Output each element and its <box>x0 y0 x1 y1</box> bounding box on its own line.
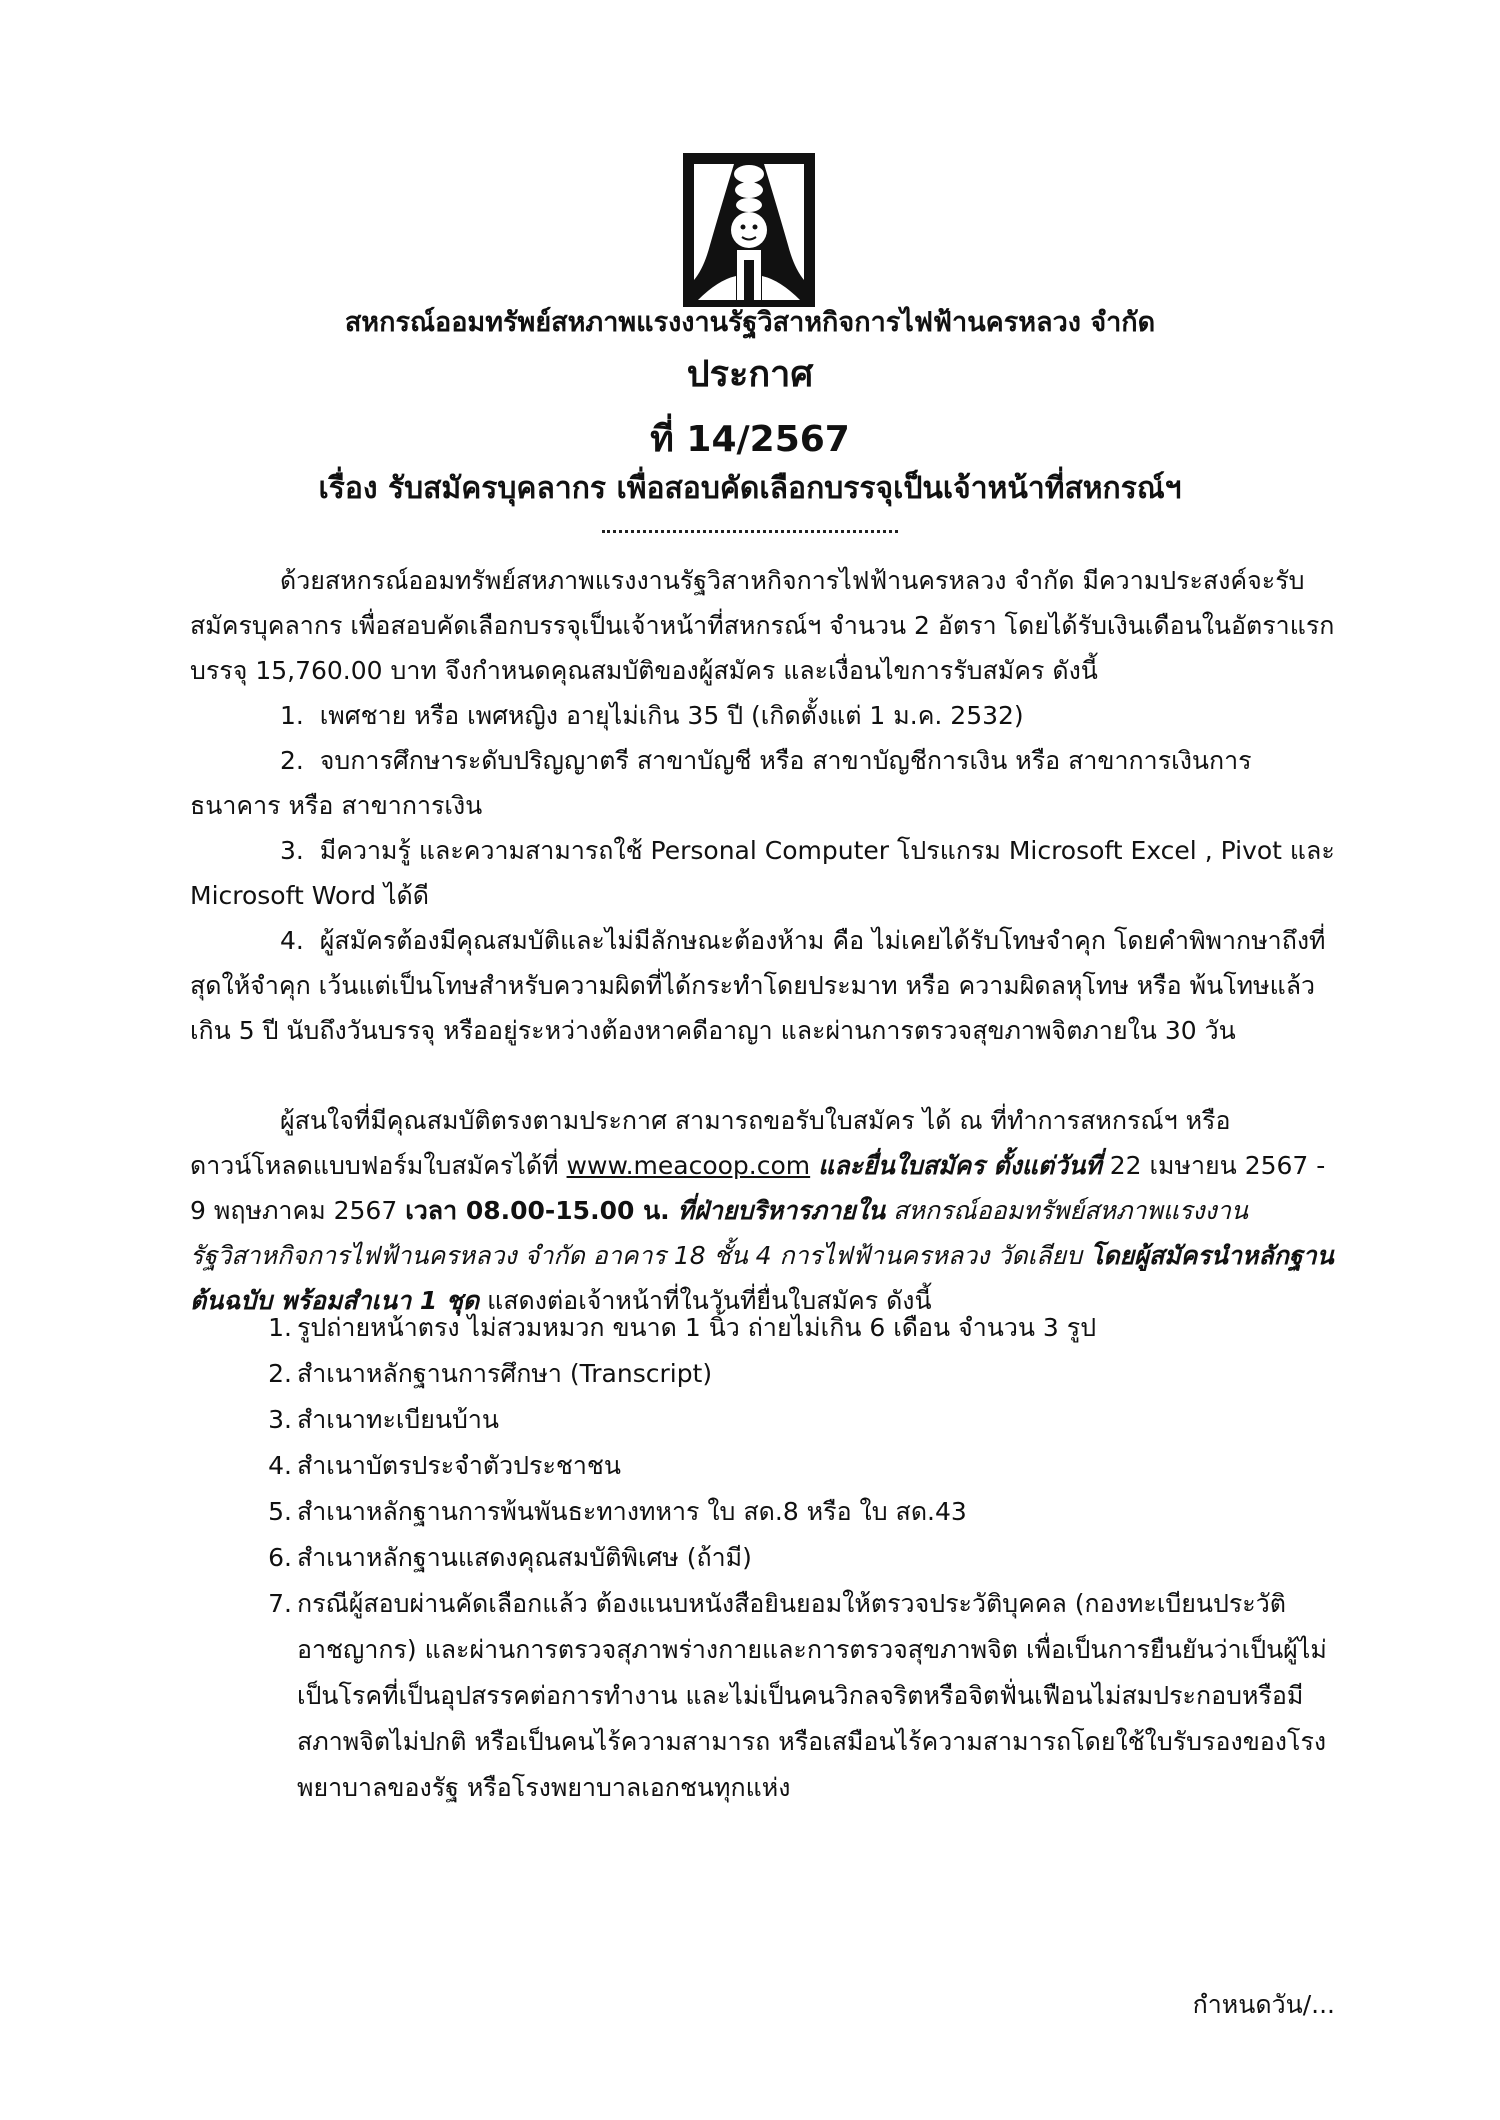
qualification-item: 3. มีความรู้ และความสามารถใช้ Personal Computer โปรแกรม Microsoft Excel , Pivot และ Microsoft Word ได้ดี <box>190 836 1335 910</box>
qualification-item: 1. เพศชาย หรือ เพศหญิง อายุไม่เกิน 35 ปี (เกิดตั้งแต่ 1 ม.ค. 2532) <box>280 701 1024 730</box>
apply-time: เวลา 08.00-15.00 น. <box>405 1196 670 1225</box>
document-item: 3. สำเนาทะเบียนบ้าน <box>268 1405 500 1434</box>
qualification-item: 2. จบการศึกษาระดับปริญญาตรี สาขาบัญชี หรือ สาขาบัญชีการเงิน หรือ สาขาการเงินการธนาคาร หรือ สาขาการเงิน <box>190 746 1252 820</box>
document-item: 1. รูปถ่ายหน้าตรง ไม่สวมหมวก ขนาด 1 นิ้ว ถ่ายไม่เกิน 6 เดือน จำนวน 3 รูป <box>268 1313 1097 1342</box>
dotted-divider <box>602 530 898 533</box>
continued-marker: กำหนดวัน/... <box>1192 1990 1335 2019</box>
apply-documents-note: โดยผู้สมัครนำหลักฐานต้นฉบับ พร้อมสำเนา 1 ชุด <box>190 1241 1334 1315</box>
intro-section <box>190 558 1335 1053</box>
announcement-label: ประกาศ <box>686 354 814 395</box>
document-item: 7. กรณีผู้สอบผ่านคัดเลือกแล้ว ต้องแนบหนังสือยินยอมให้ตรวจประวัติบุคคล (กองทะเบียนประวัติอาชญากร) และผ่านการตรวจสุภาพร่างกายและการตรวจสุขภาพจิต เพื่อเป็นการยืนยันว่าเป็นผู้ไม่เป็นโรคที่เป็นอุปสรรคต่อการทำงาน และไม่เป็นคนวิกลจริตหรือจิตฟั่นเฟือนไม่สมประกอบหรือมีสภาพจิตไม่ปกติ หรือเป็นคนไร้ความสามารถ หรือเสมือนไร้ความสามารถโดยใช้ใบรับรองของโรงพยาบาลของรัฐ หรือโรงพยาบาลเอกชนทุกแห่ง <box>268 1589 1327 1802</box>
apply-department: ที่ฝ่ายบริหารภายใน <box>677 1196 886 1225</box>
website-link[interactable]: www.meacoop.com <box>566 1151 811 1180</box>
announcement-subject: เรื่อง รับสมัครบุคลากร เพื่อสอบคัดเลือกบรรจุเป็นเจ้าหน้าที่สหกรณ์ฯ <box>318 471 1182 506</box>
cooperative-emblem-icon <box>680 150 818 310</box>
announcement-number: ที่ 14/2567 <box>650 419 850 460</box>
application-section <box>190 1098 1335 1323</box>
intro-paragraph: ด้วยสหกรณ์ออมทรัพย์สหภาพแรงงานรัฐวิสาหกิจการไฟฟ้านครหลวง จำกัด มีความประสงค์จะรับสมัครบุคลากร เพื่อสอบคัดเลือกบรรจุเป็นเจ้าหน้าที่สหกรณ์ฯ จำนวน 2 อัตรา โดยได้รับเงินเดือนในอัตราแรกบรรจุ 15,760.00 บาท จึงกำหนดคุณสมบัติของผู้สมัคร และเงื่อนไขการรับสมัคร ดังนี้ <box>190 566 1335 685</box>
document-item: 6. สำเนาหลักฐานแสดงคุณสมบัติพิเศษ (ถ้ามี) <box>268 1543 752 1572</box>
application-paragraph: ผู้สนใจที่มีคุณสมบัติตรงตามประกาศ สามารถขอรับใบสมัคร ได้ ณ ที่ทำการสหกรณ์ฯ หรือดาวน์โหลดแบบฟอร์มใบสมัครได้ที่ www.meacoop.com และยื่นใบสมัคร ตั้งแต่วันที่ 22 เมษายน 2567 - 9 พฤษภาคม 2567 เวลา 08.00-15.00 น. ที่ฝ่ายบริหารภายใน สหกรณ์ออมทรัพย์สหภาพแรงงานรัฐวิสาหกิจการไฟฟ้านครหลวง จำกัด อาคาร 18 ชั้น 4 การไฟฟ้านครหลวง วัดเลียบ โดยผู้สมัครนำหลักฐานต้นฉบับ พร้อมสำเนา 1 ชุด แสดงต่อเจ้าหน้าที่ในวันที่ยื่นใบสมัคร ดังนี้ <box>190 1106 1334 1315</box>
document-item: 5. สำเนาหลักฐานการพ้นพันธะทางทหาร ใบ สด.8 หรือ ใบ สด.43 <box>268 1497 967 1526</box>
organization-name: สหกรณ์ออมทรัพย์สหภาพแรงงานรัฐวิสาหกิจการไฟฟ้านครหลวง จำกัด <box>344 307 1156 338</box>
required-documents-list <box>190 1305 1335 1811</box>
document-item: 4. สำเนาบัตรประจำตัวประชาชน <box>268 1451 621 1480</box>
qualification-item: 4. ผู้สมัครต้องมีคุณสมบัติและไม่มีลักษณะต้องห้าม คือ ไม่เคยได้รับโทษจำคุก โดยคำพิพากษาถึงที่สุดให้จำคุก เว้นแต่เป็นโทษสำหรับความผิดที่ได้กระทำโดยประมาท หรือ ความผิดลหุโทษ หรือ พ้นโทษแล้วเกิน 5 ปี นับถึงวันบรรจุ หรืออยู่ระหว่างต้องหาคดีอาญา และผ่านการตรวจสุขภาพจิตภายใน 30 วัน <box>190 926 1326 1045</box>
document-item: 2. สำเนาหลักฐานการศึกษา (Transcript) <box>268 1359 713 1388</box>
apply-dates-label: และยื่นใบสมัคร ตั้งแต่วันที่ <box>818 1151 1102 1180</box>
apply-location: สหกรณ์ออมทรัพย์สหภาพแรงงานรัฐวิสาหกิจการไฟฟ้านครหลวง จำกัด อาคาร 18 ชั้น 4 การไฟฟ้านครหลวง วัดเลียบ <box>190 1196 1248 1270</box>
